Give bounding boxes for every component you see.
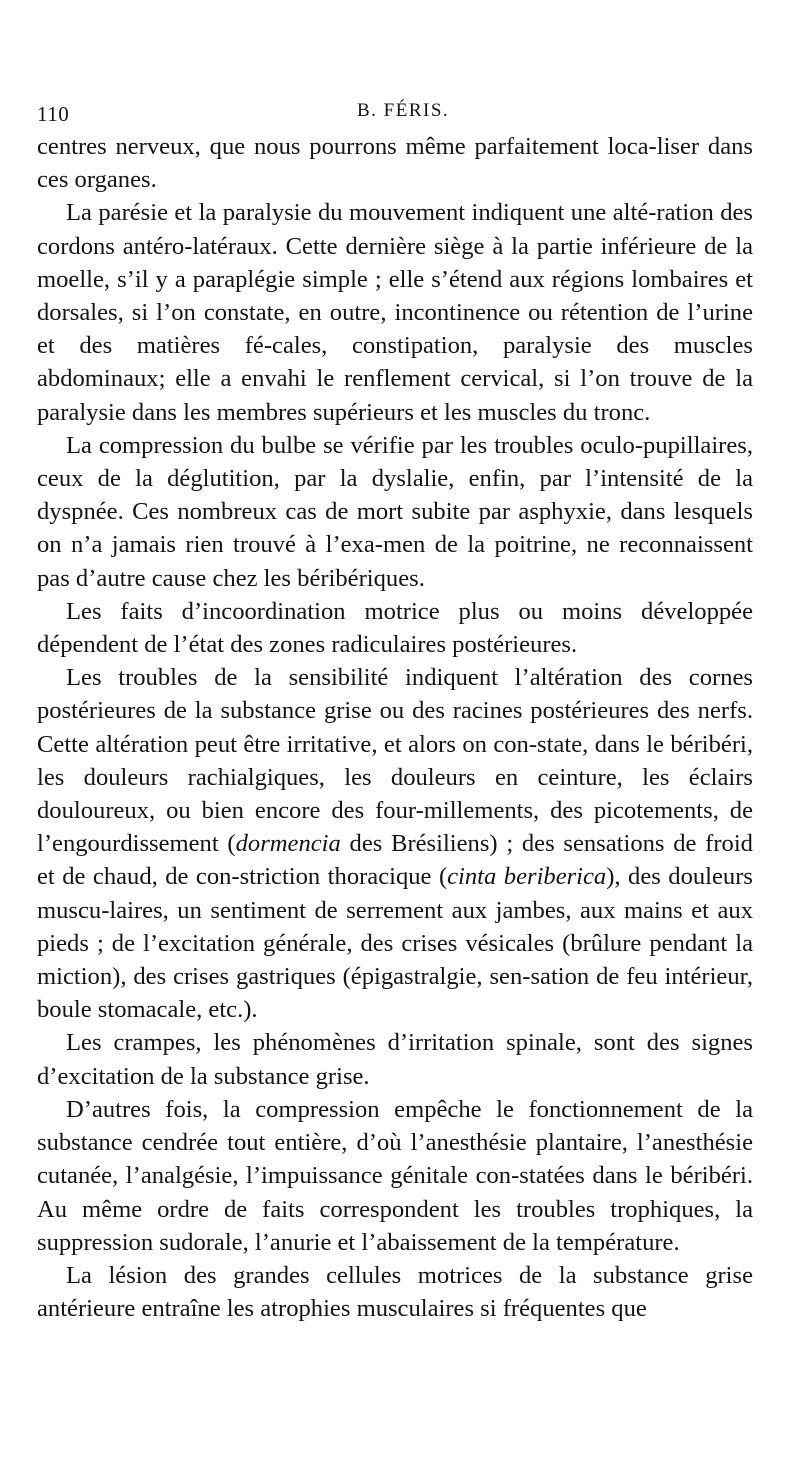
body-text xyxy=(37,130,753,1325)
page-number: 110 xyxy=(37,102,70,126)
paragraph-troubles-sensibilite xyxy=(37,661,753,1026)
paragraph-text: des Brésiliens) ; des sensations de froid et de chaud, de con-striction thoracique ( xyxy=(37,830,753,891)
paragraph-crampes: Les crampes, les phénomènes d’irritation spinale, sont des signes d’excitation de la substance grise. xyxy=(37,1029,753,1090)
running-head xyxy=(37,86,753,126)
italic-term-cinta-beriberica: cinta beriberica xyxy=(447,863,607,891)
paragraph-compression-bulbe: La compression du bulbe se vérifie par les troubles oculo-pupillaires, ceux de la déglutition, par la dyslalie, enfin, par l’intensité de la dyspnée. Ces nombreux cas de mort subite par asphyxie, dans lesquels on n’a jamais rien trouvé à l’exa-men de la poitrine, ne reconnaissent pas d’autre cause chez les béribériques. xyxy=(37,431,753,592)
paragraph-continuation: centres nerveux, que nous pourrons même parfaitement loca-liser dans ces organes. xyxy=(37,133,753,194)
paragraph-text: ), des douleurs muscu-laires, un sentiment de serrement aux jambes, aux mains et aux pieds ; de l’excitation générale, des crises vésicales (brûlure pendant la miction), des crises gastriques (épigastralgie, sen-sation de feu intérieur, boule stomacale, etc.). xyxy=(37,863,753,1024)
book-page xyxy=(37,86,753,1325)
paragraph-text: Les troubles de la sensibilité indiquent l’altération des cornes postérieures de la substance grise ou des racines postérieures des nerfs. Cette altération peut être irritative, et alors on con-state, dans le béribéri, les douleurs rachialgiques, les douleurs en ceinture, les éclairs douloureux, ou bien encore des four-millements, des picotements, de l’engourdissement ( xyxy=(37,664,753,858)
paragraph-incoordination: Les faits d’incoordination motrice plus ou moins développée dépendent de l’état des zones radiculaires postérieures. xyxy=(37,597,753,659)
paragraph-paresie: La parésie et la paralysie du mouvement indiquent une alté-ration des cordons antéro-latéraux. Cette dernière siège à la partie inférieure de la moelle, s’il y a paraplégie simple ; elle s’étend aux régions lombaires et dorsales, si l’on constate, en outre, incontinence ou rétention de l’urine et des matières fé-cales, constipation, paralysie des muscles abdominaux; elle a envahi le renflement cervical, si l’on trouve de la paralysie dans les membres supérieurs et les muscles du tronc. xyxy=(37,199,753,426)
running-title: B. FÉRIS. xyxy=(357,100,450,121)
paragraph-cellules-motrices: La lésion des grandes cellules motrices de la substance grise antérieure entraîne les atrophies musculaires si fréquentes que xyxy=(37,1261,753,1323)
italic-term-dormencia: dormencia xyxy=(235,830,341,858)
paragraph-substance-cendree: D’autres fois, la compression empêche le fonctionnement de la substance cendrée tout entière, d’où l’anesthésie plantaire, l’anesthésie cutanée, l’analgésie, l’impuissance génitale con-statées dans le béribéri. Au même ordre de faits correspondent les troubles trophiques, la suppression sudorale, l’anurie et l’abaissement de la température. xyxy=(37,1095,753,1256)
